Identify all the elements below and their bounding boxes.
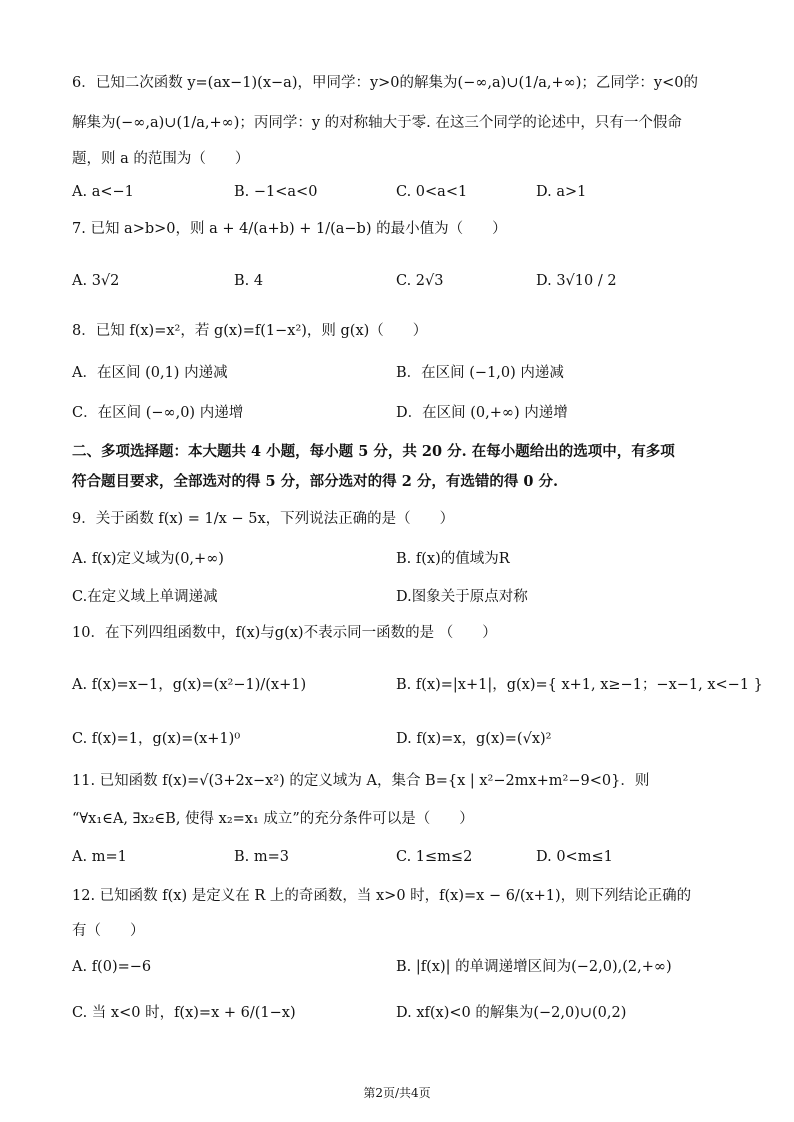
- q11-line1: 11. 已知函数 f(x)=√(3+2x−x²) 的定义域为 A，集合 B={x | x²−2mx+m²−9<0}．则: [72, 773, 650, 789]
- q11-option-d: D. 0<m≤1: [536, 849, 613, 865]
- q9-option-d: D.图象关于原点对称: [396, 589, 528, 605]
- q6-line2: 解集为(−∞,a)∪(1/a,+∞)；丙同学：y 的对称轴大于零. 在这三个同学的论述中，只有一个假命: [72, 115, 682, 131]
- q12-option-a: A. f(0)=−6: [72, 959, 152, 975]
- q6-option-d: D. a>1: [536, 184, 587, 200]
- q7-option-c: C. 2√3: [396, 273, 444, 289]
- q6-option-a: A. a<−1: [72, 184, 134, 200]
- q6-line3: 题，则 a 的范围为（ ）: [72, 151, 250, 167]
- q8-option-d: D．在区间 (0,+∞) 内递增: [396, 405, 568, 421]
- q12-option-c: C. 当 x<0 时，f(x)=x + 6/(1−x): [72, 1005, 296, 1021]
- q10-line1: 10．在下列四组函数中，f(x)与g(x)不表示同一函数的是 （ ）: [72, 625, 497, 641]
- q12-option-d: D. xf(x)<0 的解集为(−2,0)∪(0,2): [396, 1005, 627, 1021]
- q6-option-b: B. −1<a<0: [234, 184, 318, 200]
- q7-option-b: B. 4: [234, 273, 264, 289]
- q11-line2: “∀x₁∈A, ∃x₂∈B, 使得 x₂=x₁ 成立”的充分条件可以是（ ）: [72, 811, 474, 827]
- q11-option-c: C. 1≤m≤2: [396, 849, 473, 865]
- q8-option-b: B．在区间 (−1,0) 内递减: [396, 365, 564, 381]
- q12-line2: 有（ ）: [72, 923, 145, 939]
- q8-option-a: A．在区间 (0,1) 内递减: [72, 365, 228, 381]
- q6-line1: 6．已知二次函数 y=(ax−1)(x−a)，甲同学：y>0的解集为(−∞,a)∪(1/a,+∞)；乙同学：y<0的: [72, 75, 698, 91]
- q11-option-a: A. m=1: [72, 849, 127, 865]
- q7-option-d: D. 3√10 / 2: [536, 273, 617, 289]
- q8-option-c: C．在区间 (−∞,0) 内递增: [72, 405, 244, 421]
- q10-option-c: C. f(x)=1，g(x)=(x+1)⁰: [72, 731, 241, 747]
- q10-option-d: D. f(x)=x，g(x)=(√x)²: [396, 731, 552, 747]
- q8-line1: 8．已知 f(x)=x²，若 g(x)=f(1−x²)，则 g(x)（ ）: [72, 323, 428, 339]
- q12-option-b: B. |f(x)| 的单调递增区间为(−2,0),(2,+∞): [396, 959, 672, 975]
- page-footer: 第2页/共4页: [363, 1086, 431, 1100]
- q11-option-b: B. m=3: [234, 849, 289, 865]
- q9-option-b: B. f(x)的值域为R: [396, 551, 510, 567]
- q12-line1: 12. 已知函数 f(x) 是定义在 R 上的奇函数，当 x>0 时，f(x)=x − 6/(x+1)，则下列结论正确的: [72, 888, 692, 904]
- q7-line1: 7. 已知 a>b>0，则 a + 4/(a+b) + 1/(a−b) 的最小值为（ ）: [72, 221, 507, 237]
- q9-option-c: C.在定义域上单调递减: [72, 589, 218, 605]
- q10-option-b: B. f(x)=|x+1|，g(x)={ x+1, x≥−1；−x−1, x<−1 }: [396, 677, 763, 693]
- q9-line1: 9．关于函数 f(x) = 1/x − 5x，下列说法正确的是（ ）: [72, 511, 455, 527]
- section2-heading-line2: 符合题目要求，全部选对的得 5 分，部分选对的得 2 分，有选错的得 0 分.: [72, 473, 559, 490]
- q7-option-a: A. 3√2: [72, 273, 120, 289]
- q6-option-c: C. 0<a<1: [396, 184, 468, 200]
- q9-option-a: A. f(x)定义域为(0,+∞): [72, 551, 224, 567]
- section2-heading-line1: 二、多项选择题：本大题共 4 小题，每小题 5 分，共 20 分. 在每小题给出的选项中，有多项: [72, 443, 675, 460]
- q10-option-a: A. f(x)=x−1，g(x)=(x²−1)/(x+1): [72, 677, 307, 693]
